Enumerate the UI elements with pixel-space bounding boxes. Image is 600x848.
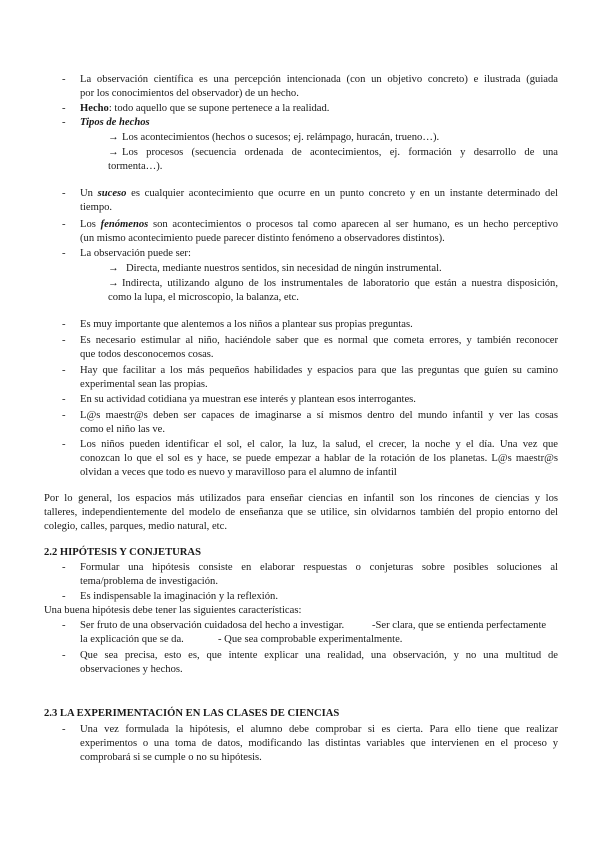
arrow-icon: →	[108, 278, 119, 289]
experimentacion-line-2: experimentos o una toma de datos, modificando las distintas variables que intervienen en el proceso y	[80, 738, 558, 749]
section-heading-hipotesis: 2.2 HIPÓTESIS Y CONJETURAS	[44, 547, 201, 558]
hipotesis-item-1-line-1: Formular una hipótesis consiste en elaborar respuestas o conjeturas sobre posibles soluciones al	[80, 562, 558, 573]
caracteristica-3-line-1: Que sea precisa, esto es, que intente explicar una realidad, una observación, y no una multitud de	[80, 650, 558, 661]
paragraph-line-2: talleres, independientemente del modelo de enseñanza que se utilice, sin olvidarnos también del propio entorno del	[44, 507, 558, 518]
ninos-item-4: En su actividad cotidiana ya muestran ese interés y plantean esos interrogantes.	[80, 394, 416, 405]
caracteristicas-intro: Una buena hipótesis debe tener las siguientes características:	[44, 605, 302, 616]
suceso-line-2: tiempo.	[80, 202, 113, 213]
fenomenos-term: fenómenos	[100, 219, 149, 230]
bullet-dash: -	[62, 248, 66, 259]
tipos-item-2-cont: tormenta…).	[108, 161, 163, 172]
fenomenos-line-2: (un mismo acontecimiento puede parecer distinto fenómeno a observadores distintos).	[80, 233, 445, 244]
arrow-icon: →	[108, 132, 119, 143]
bullet-dash: -	[62, 650, 66, 661]
observacion-indirecta-1: Indirecta, utilizando alguno de los instrumentales de laboratorio que están a nuestra disposición,	[122, 278, 558, 289]
ninos-item-5-line-1: L@s maestr@s deben ser capaces de imaginarse a sí mismos dentro del mundo infantil y ver las cosas	[80, 410, 558, 421]
observacion-indirecta-2: como la lupa, el microscopio, la balanza, etc.	[108, 292, 299, 303]
tipos-item-2: Los procesos (secuencia ordenada de acontecimientos, ej. formación y desarrollo de una	[122, 147, 558, 158]
experimentacion-line-1: Una vez formulada la hipótesis, el alumno debe comprobar si es cierta. Para ello tiene que realizar	[80, 724, 558, 735]
paragraph-line-3: colegio, calles, parques, medio natural, etc.	[44, 521, 227, 532]
experimentacion-line-3: comprobará si se cumple o no su hipótesis.	[80, 752, 262, 763]
hecho-definition	[80, 102, 329, 115]
ninos-item-2-line-2: que todos desconocemos cosas.	[80, 349, 214, 360]
observacion-line-2: por los conocimientos del observador) de un hecho.	[80, 88, 299, 99]
paragraph-line-1: Por lo general, los espacios más utilizados para enseñar ciencias en infantil son los rincones de ciencias y los	[44, 493, 558, 504]
ninos-item-5-line-2: como el niño las ve.	[80, 424, 166, 435]
bullet-dash: -	[62, 335, 66, 346]
arrow-icon: →	[108, 147, 119, 158]
suceso-term: suceso	[97, 188, 127, 199]
caracteristica-2a: la explicación que se da.	[80, 634, 184, 645]
caracteristica-1a: Ser fruto de una observación cuidadosa del hecho a investigar.	[80, 620, 345, 631]
puede-ser-intro: La observación puede ser:	[80, 248, 191, 259]
bullet-dash: -	[62, 410, 66, 421]
ninos-item-6-line-1: Los niños pueden identificar el sol, el calor, la luz, la salud, el crecer, la noche y el día. Una vez que	[80, 439, 558, 450]
bullet-dash: -	[62, 724, 66, 735]
bullet-dash: -	[62, 219, 66, 230]
caracteristica-3-line-2: observaciones y hechos.	[80, 664, 183, 675]
hecho-rest: : todo aquello que se supone pertenece a la realidad.	[108, 103, 330, 114]
bullet-dash: -	[62, 365, 66, 376]
tipos-title: Tipos de hechos	[80, 117, 150, 128]
bullet-dash: -	[62, 439, 66, 450]
bullet-dash: -	[62, 74, 66, 85]
bullet-dash: -	[62, 188, 66, 199]
caracteristica-2b: - Que sea comprobable experimentalmente.	[218, 634, 403, 645]
bullet-dash: -	[62, 103, 66, 114]
section-heading-experimentacion: 2.3 LA EXPERIMENTACIÓN EN LAS CLASES DE CIENCIAS	[44, 708, 340, 719]
bullet-dash: -	[62, 117, 66, 128]
tipos-item-1: Los acontecimientos (hechos o sucesos; ej. relámpago, huracán, trueno…).	[122, 132, 440, 143]
hecho-term: Hecho	[80, 103, 109, 114]
hipotesis-item-2: Es indispensable la imaginación y la reflexión.	[80, 591, 278, 602]
ninos-item-1: Es muy importante que alentemos a los niños a plantear sus propias preguntas.	[80, 319, 413, 330]
caracteristica-1b: -Ser clara, que se entienda perfectamente	[372, 620, 547, 631]
bullet-dash: -	[62, 620, 66, 631]
suceso-line-1: Un suceso es cualquier acontecimiento que ocurre en un punto concreto y en un instante determinado del	[80, 188, 558, 199]
observacion-line-1: La observación científica es una percepción intencionada (con un objetivo concreto) e ilustrada (guiada	[80, 74, 558, 85]
ninos-item-6-line-2: conozcan lo que el sol es y hace, se puede empezar a hablar de la rotación de los planetas. L@s maestr@s	[80, 453, 558, 464]
ninos-item-3-line-1: Hay que facilitar a los más pequeños habilidades y espacios para que las preguntas que guíen su camino	[80, 365, 558, 376]
bullet-dash: -	[62, 591, 66, 602]
ninos-item-2-line-1: Es necesario estimular al niño, haciéndole saber que es normal que cometa errores, y también reconocer	[80, 335, 558, 346]
ninos-item-3-line-2: experimental sean las propias.	[80, 379, 208, 390]
observacion-directa: Directa, mediante nuestros sentidos, sin necesidad de ningún instrumental.	[126, 263, 442, 274]
hipotesis-item-1-line-2: tema/problema de investigación.	[80, 576, 218, 587]
bullet-dash: -	[62, 319, 66, 330]
fenomenos-line-1: Los fenómenos son acontecimientos o procesos tal como aparecen al ser humano, es un hecho perceptivo	[80, 219, 558, 230]
bullet-dash: -	[62, 562, 66, 573]
ninos-item-6-line-3: olvidan a veces que todo es nuevo y maravilloso para el alumno de infantil	[80, 467, 397, 478]
bullet-dash: -	[62, 394, 66, 405]
arrow-icon: →	[108, 263, 119, 274]
